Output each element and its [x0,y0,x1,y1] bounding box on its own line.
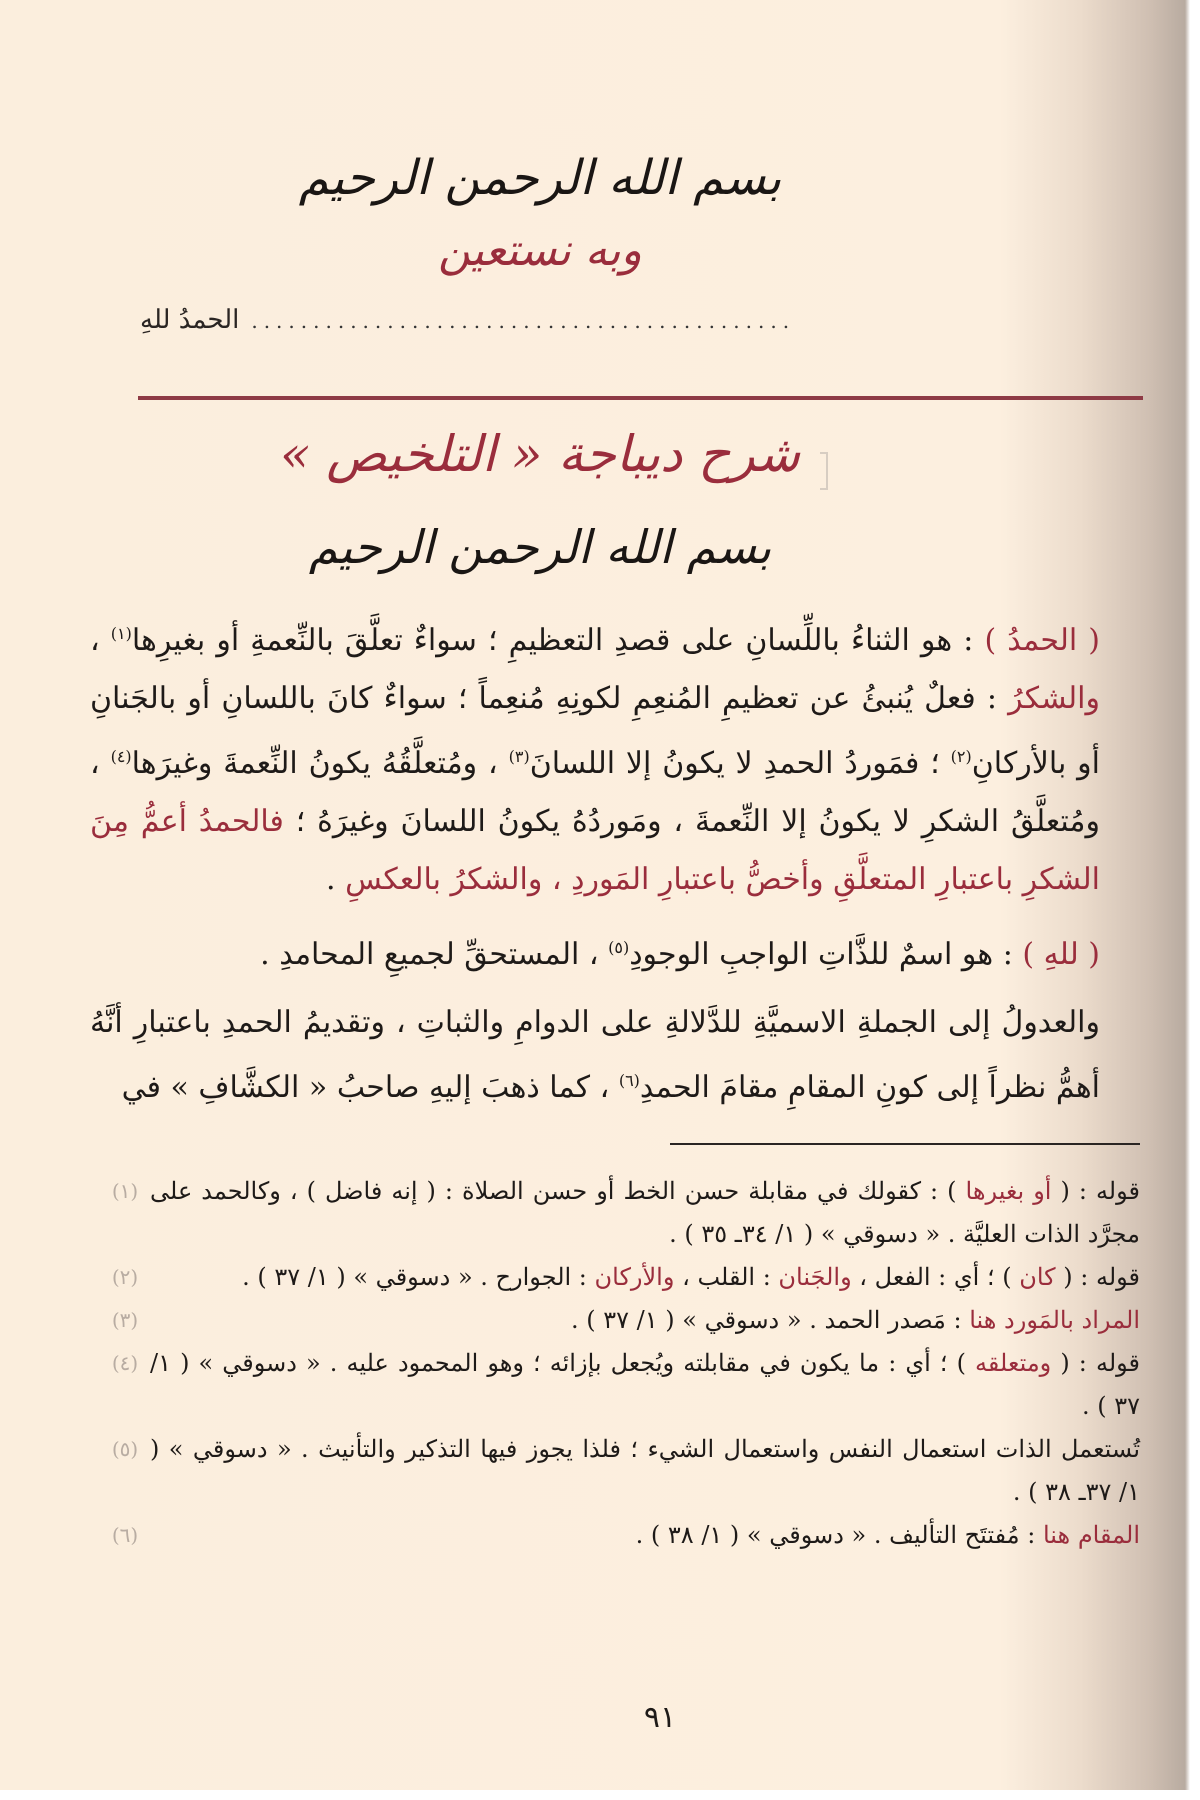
footnote-2: (٢) قوله : ( كان ) ؛ أي : الفعل ، والجَنان : القلب ، والأركان : الجوارح . « دسوقي » ( ١/ ٣٧ ) . [100,1256,1140,1299]
page-number: ٩١ [643,1700,677,1735]
nastaeen-heading: وبه نستعين [438,225,642,276]
footnote-separator [670,1143,1140,1145]
footnote-ref-5[interactable]: (٥) [608,938,630,957]
term-shukr: والشكرُ [1008,681,1100,716]
conclusion-text: فالحمدُ أعمُّ مِنَ الشكرِ باعتبارِ المتعلَّقِ وأخصُّ باعتبارِ المَوردِ ، والشكرُ بالعكسِ [90,804,1100,897]
matn-line [140,305,1100,335]
footnote-ref-6[interactable]: (٦) [618,1071,640,1090]
matn-text: الحمدُ للهِ [140,305,240,335]
paragraph-hamd: ( الحمدُ ) : هو الثناءُ باللِّسانِ على قصدِ التعظيمِ ؛ سواءٌ تعلَّقَ بالنِّعمةِ أو بغيرِها$^{(١)}$ ، والشكرُ : فعلٌ يُنبئُ عن تعظيمِ المُنعِمِ لكونِهِ مُنعِماً ؛ سواءٌ كانَ باللسانِ أو بالجَنانِ أو بالأركانِ$^{(٢)}$ ؛ فمَوردُ الحمدِ لا يكونُ إلا اللسانَ$^{(٣)}$ ، ومُتعلَّقُهُ يكونُ النِّعمةَ وغيرَها$^{(٤)}$ ، ومُتعلَّقُ الشكرِ لا يكونُ إلا النِّعمةَ ، ومَوردُهُ يكونُ اللسانَ وغيرَهُ ؛ فالحمدُ أعمُّ مِنَ الشكرِ باعتبارِ المتعلَّقِ وأخصُّ باعتبارِ المَوردِ ، والشكرُ بالعكسِ . [90,623,1101,897]
basmala-heading: بسم الله الرحمن الرحيم [298,150,782,206]
footnote-number: (٦) [111,1523,139,1547]
term-lillah: ( للهِ ) [1022,937,1100,972]
footnote-5: (٥) تُستعمل الذات استعمال النفس واستعمال الشيء ؛ فلذا يجوز فيها التذكير والتأنيث . « دسوقي » ( ١/ ٣٧ـ ٣٨ ) . [100,1428,1140,1514]
footnote-6: (٦) المقام هنا : مُفتتَح التأليف . « دسوقي » ( ١/ ٣٨ ) . [100,1514,1140,1557]
matn-dots: ............................................ [251,309,796,333]
paragraph-udul: والعدولُ إلى الجملةِ الاسميَّةِ للدَّلالةِ على الدوامِ والثباتِ ، وتقديمُ الحمدِ باعتبارِ أنَّهُ أهمُّ نظراً إلى كونِ المقامِ مقامَ الحمدِ$^{(٦)}$ ، كما ذهبَ إليهِ صاحبُ « الكشَّافِ » في [90,1005,1100,1105]
footnote-ref-3[interactable]: (٣) [508,747,530,766]
paragraph-lillah: ( للهِ ) : هو اسمٌ للذَّاتِ الواجبِ الوجودِ$^{(٥)}$ ، المستحقِّ لجميعِ المحامدِ . [260,937,1100,972]
section-title: شرح ديباجة « التلخيص » [279,425,801,483]
commentary-body [90,605,1100,1127]
footnote-ref-2[interactable]: (٢) [950,747,972,766]
footnote-1: (١) قوله : ( أو بغيرها ) : كقولك في مقابلة حسن الخط أو حسن الصلاة : ( إنه فاضل ) ، وكالحمد على مجرَّد الذات العليَّة . « دسوقي » ( ١/ ٣٤ـ ٣٥ ) . [100,1170,1140,1256]
footnotes [100,1170,1140,1557]
section-divider [138,396,1143,400]
footnote-4: (٤) قوله : ( ومتعلقه ) ؛ أي : ما يكون في مقابلته ويُجعل بإزائه ؛ وهو المحمود عليه . « دسوقي » ( ١/ ٣٧ ) . [100,1342,1140,1428]
footnote-number: (٤) [111,1351,139,1375]
footnote-number: (٣) [111,1308,139,1332]
footnote-number: (١) [111,1179,139,1203]
footnote-number: (٢) [111,1265,139,1289]
section-basmala: بسم الله الرحمن الرحيم [308,520,772,574]
term-hamd: ( الحمدُ ) [984,623,1100,658]
footnote-number: (٥) [111,1437,139,1461]
footnote-3: (٣) المراد بالمَورد هنا : مَصدر الحمد . « دسوقي » ( ١/ ٣٧ ) . [100,1299,1140,1342]
footnote-ref-1[interactable]: (١) [110,624,132,643]
footnote-ref-4[interactable]: (٤) [110,747,132,766]
